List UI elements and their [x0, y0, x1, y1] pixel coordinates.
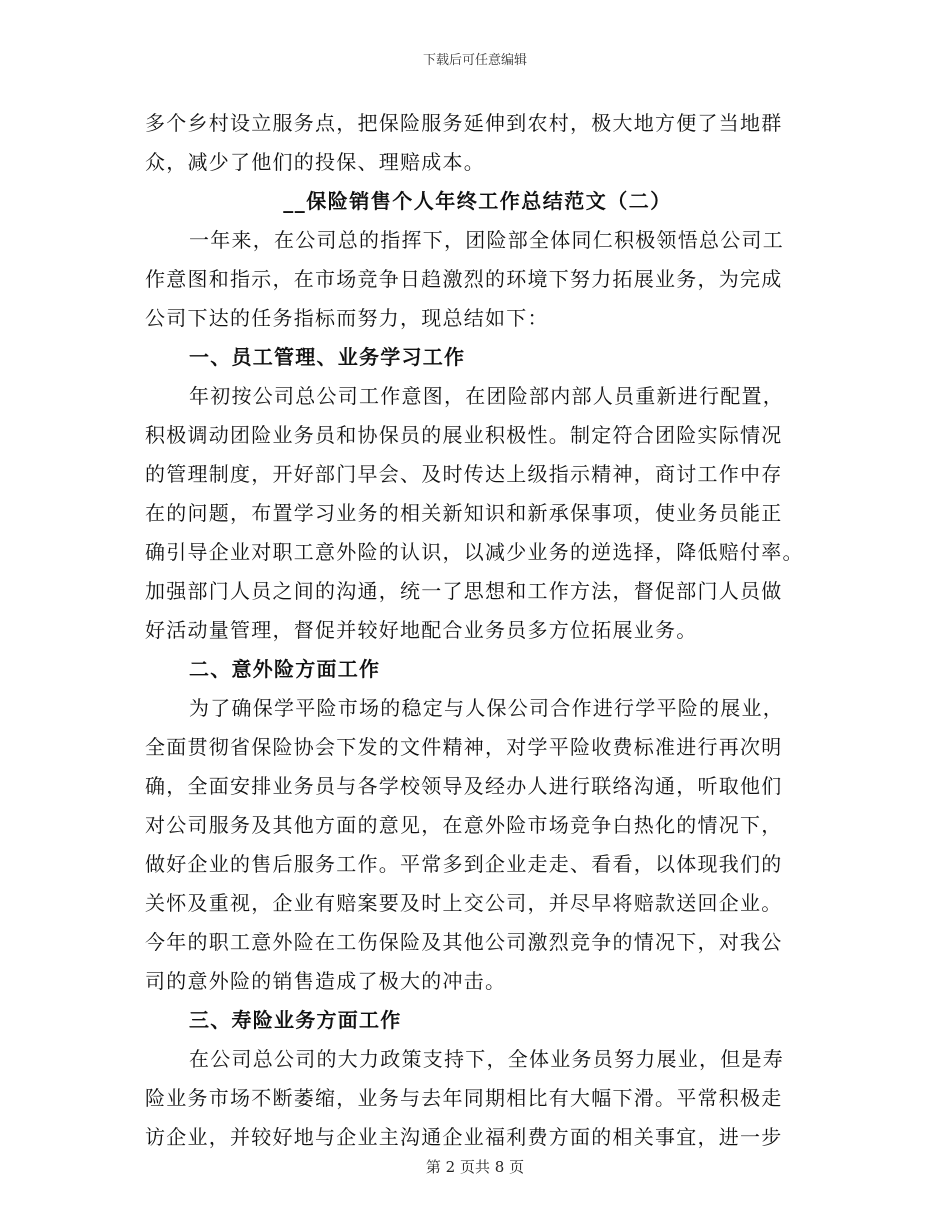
document-title: __保险销售个人年终工作总结范文（二） — [283, 189, 672, 213]
page-number-footer: 第 2 页共 8 页 — [425, 1158, 525, 1176]
paragraph-line: 加强部门人员之间的沟通，统一了思想和工作方法，督促部门人员做 — [145, 579, 783, 603]
paragraph-line: 作意图和指示，在市场竞争日趋激烈的环境下努力拓展业务，为完成 — [145, 267, 783, 291]
paragraph-line: 全面贯彻省保险协会下发的文件精神，对学平险收费标准进行再次明 — [145, 735, 783, 759]
paragraph-line: 今年的职工意外险在工伤保险及其他公司激烈竞争的情况下，对我公 — [145, 930, 783, 954]
paragraph-line: 多个乡村设立服务点，把保险服务延伸到农村，极大地方便了当地群 — [145, 111, 783, 135]
section-heading: 二、意外险方面工作 — [189, 657, 381, 681]
paragraph-line: 众，减少了他们的投保、理赔成本。 — [145, 150, 485, 174]
paragraph-line: 对公司服务及其他方面的意见，在意外险市场竞争白热化的情况下， — [145, 813, 783, 837]
page-header: 下载后可任意编辑 — [422, 53, 527, 68]
paragraph-line: 在公司总公司的大力政策支持下，全体业务员努力展业，但是寿 — [189, 1047, 784, 1071]
paragraph-line: 做好企业的售后服务工作。平常多到企业走走、看看，以体现我们的 — [145, 852, 783, 876]
paragraph-line: 确，全面安排业务员与各学校领导及经办人进行联络沟通，听取他们 — [145, 774, 783, 798]
paragraph-line: 确引导企业对职工意外险的认识，以减少业务的逆选择，降低赔付率。 — [145, 540, 804, 564]
section-heading: 三、寿险业务方面工作 — [189, 1008, 402, 1032]
paragraph-line: 好活动量管理，督促并较好地配合业务员多方位拓展业务。 — [145, 618, 698, 642]
paragraph-line: 在的问题，布置学习业务的相关新知识和新承保事项，使业务员能正 — [145, 501, 783, 525]
document-body — [145, 104, 810, 1157]
paragraph-line: 访企业，并较好地与企业主沟通企业福利费方面的相关事宜，进一步 — [145, 1125, 783, 1149]
paragraph-line: 公司下达的任务指标而努力，现总结如下： — [145, 306, 549, 330]
paragraph-line: 年初按公司总公司工作意图，在团险部内部人员重新进行配置， — [189, 384, 784, 408]
paragraph-line: 司的意外险的销售造成了极大的冲击。 — [145, 969, 507, 993]
paragraph-line: 一年来，在公司总的指挥下，团险部全体同仁积极领悟总公司工 — [189, 228, 784, 252]
paragraph-line: 关怀及重视，企业有赔案要及时上交公司，并尽早将赔款送回企业。 — [145, 891, 783, 915]
paragraph-line: 积极调动团险业务员和协保员的展业积极性。制定符合团险实际情况 — [145, 423, 783, 447]
paragraph-line: 的管理制度，开好部门早会、及时传达上级指示精神，商讨工作中存 — [145, 462, 783, 486]
paragraph-line: 为了确保学平险市场的稳定与人保公司合作进行学平险的展业， — [189, 696, 784, 720]
section-heading: 一、员工管理、业务学习工作 — [189, 345, 466, 369]
paragraph-line: 险业务市场不断萎缩，业务与去年同期相比有大幅下滑。平常积极走 — [145, 1086, 783, 1110]
